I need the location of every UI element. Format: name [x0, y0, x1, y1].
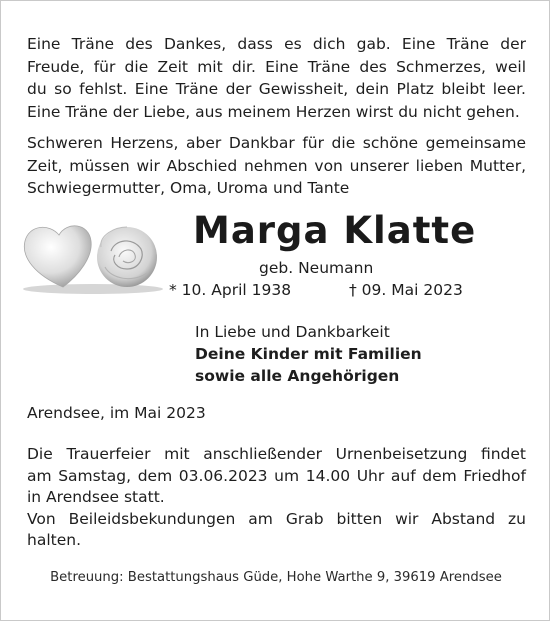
poem-line: Eine Träne des Dankes, dass es dich gab. Eine Träne der [27, 35, 526, 53]
heart-and-rose-icon [15, 217, 165, 295]
poem [27, 33, 526, 123]
service-line: am Samstag, dem 03.06.2023 um 14.00 Uhr auf dem Friedhof [27, 466, 526, 485]
intro-line: Schweren Herzens, aber Dankbar für die schöne gemeinsame [27, 134, 526, 152]
maiden-name: geb. Neumann [259, 259, 374, 277]
service-line: Die Trauerfeier mit anschließender Urnenbeisetzung findet [27, 445, 526, 463]
poem-line: Freude, für die Zeit mit dir. Eine Träne des Schmerzes, weil [27, 57, 526, 76]
funeral-home-footer: Betreuung: Bestattungshaus Güde, Hohe Warthe 9, 39619 Arendsee [50, 570, 502, 585]
mourners-intro: In Liebe und Dankbarkeit [195, 323, 390, 341]
intro-line: Schwiegermutter, Oma, Uroma und Tante [27, 179, 350, 197]
deceased-name: Marga Klatte [193, 209, 477, 252]
place-and-date: Arendsee, im Mai 2023 [27, 404, 206, 422]
poem-line: du so fehlst. Eine Träne der Gewissheit, dein Platz bleibt leer. [27, 80, 526, 98]
service-line: in Arendsee statt. [27, 488, 165, 506]
mourners-line: Deine Kinder mit Familien [195, 345, 422, 363]
intro-line: Zeit, müssen wir Abschied nehmen von unserer lieben Mutter, [27, 156, 526, 175]
birth-date: * 10. April 1938 [169, 281, 292, 299]
mourners-line: sowie alle Angehörigen [195, 367, 400, 385]
poem-line: Eine Träne der Liebe, aus meinem Herzen wirst du nicht gehen. [27, 102, 520, 121]
mourners-block [195, 321, 422, 387]
service-line: Von Beileidsbekundungen am Grab bitten wir Abstand zu [27, 509, 526, 528]
service-line: halten. [27, 531, 81, 549]
death-date: † 09. Mai 2023 [349, 281, 463, 299]
intro-text [27, 132, 526, 200]
service-text [27, 444, 526, 552]
